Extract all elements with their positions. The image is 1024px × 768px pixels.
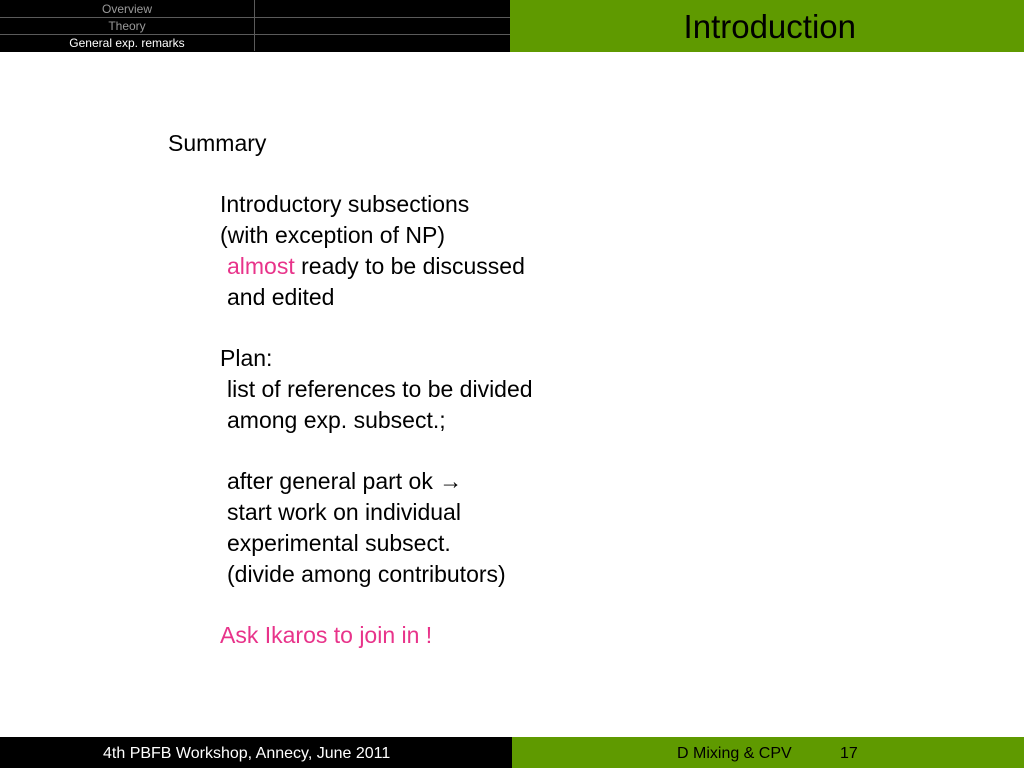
intro-line-1: Introductory subsections xyxy=(220,191,470,217)
footer-page-number: 17 xyxy=(840,745,858,762)
almost-highlight: almost xyxy=(227,253,295,279)
after-line-3: experimental subsect. xyxy=(227,530,451,556)
ready-text: ready to be discussed xyxy=(294,253,525,279)
nav-item-general-exp-remarks[interactable]: General exp. remarks xyxy=(0,34,255,51)
slide-footer xyxy=(0,737,1024,768)
after-line-4: (divide among contributors) xyxy=(227,561,506,587)
intro-line-3 xyxy=(227,255,525,278)
nav-item-theory[interactable]: Theory xyxy=(0,17,255,34)
after-line-1: after general part ok → xyxy=(227,468,463,494)
nav-item-overview[interactable]: Overview xyxy=(0,0,255,17)
footer-topic: D Mixing & CPV xyxy=(677,745,792,762)
intro-line-4: and edited xyxy=(227,284,335,310)
summary-heading: Summary xyxy=(168,130,267,156)
plan-line-1: list of references to be divided xyxy=(227,376,533,402)
plan-line-2: among exp. subsect.; xyxy=(227,407,446,433)
slide-title: Introduction xyxy=(683,8,856,45)
footer-event: 4th PBFB Workshop, Annecy, June 2011 xyxy=(103,745,391,762)
intro-line-2: (with exception of NP) xyxy=(220,222,445,248)
footer-left-panel xyxy=(0,737,512,768)
ask-ikaros-line: Ask Ikaros to join in ! xyxy=(220,622,433,648)
after-line-2: start work on individual xyxy=(227,499,461,525)
plan-heading: Plan: xyxy=(220,345,273,371)
footer-right-panel xyxy=(512,737,1024,768)
